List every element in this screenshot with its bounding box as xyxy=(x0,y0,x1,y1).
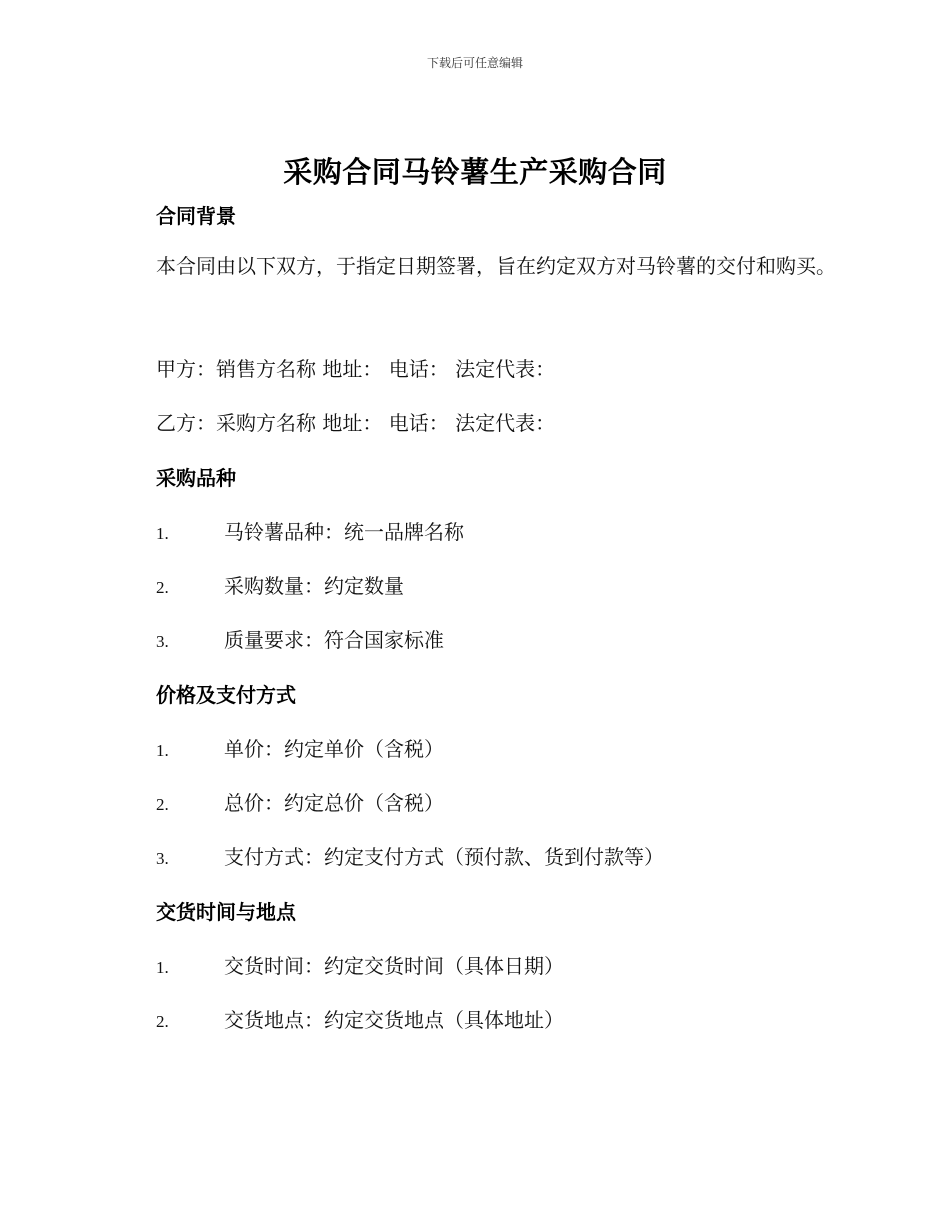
list-text: 马铃薯品种：统一品牌名称 xyxy=(224,520,464,544)
list-text: 交货时间：约定交货时间（具体日期） xyxy=(224,954,564,978)
list-item xyxy=(156,950,564,979)
list-text: 采购数量：约定数量 xyxy=(224,574,404,598)
list-text: 交货地点：约定交货地点（具体地址） xyxy=(224,1008,564,1032)
list-item xyxy=(156,787,444,816)
list-item xyxy=(156,733,444,762)
section-heading-variety: 采购品种 xyxy=(156,466,236,490)
list-number: 1. xyxy=(156,524,169,543)
section-heading-delivery: 交货时间与地点 xyxy=(156,900,296,924)
list-number: 3. xyxy=(156,632,169,651)
list-number: 1. xyxy=(156,741,169,760)
list-item xyxy=(156,1004,564,1033)
section-heading-background: 合同背景 xyxy=(156,204,236,228)
background-paragraph: 本合同由以下双方，于指定日期签署，旨在约定双方对马铃薯的交付和购买。 xyxy=(156,254,836,278)
list-item xyxy=(156,570,404,599)
list-number: 3. xyxy=(156,849,169,868)
list-number: 2. xyxy=(156,1012,169,1031)
list-number: 1. xyxy=(156,958,169,977)
party-a-line: 甲方：销售方名称 地址： 电话： 法定代表： xyxy=(156,357,556,381)
list-text: 总价：约定总价（含税） xyxy=(224,791,444,815)
section-heading-price: 价格及支付方式 xyxy=(156,683,296,707)
list-text: 支付方式：约定支付方式（预付款、货到付款等） xyxy=(224,845,664,869)
list-number: 2. xyxy=(156,795,169,814)
list-item xyxy=(156,516,464,545)
list-item xyxy=(156,624,444,653)
list-number: 2. xyxy=(156,578,169,597)
document-title: 采购合同马铃薯生产采购合同 xyxy=(283,155,667,189)
list-item xyxy=(156,841,664,870)
list-text: 质量要求：符合国家标准 xyxy=(224,628,444,652)
header-note: 下载后可任意编辑 xyxy=(426,56,523,70)
list-text: 单价：约定单价（含税） xyxy=(224,737,444,761)
party-b-line: 乙方：采购方名称 地址： 电话： 法定代表： xyxy=(156,411,556,435)
